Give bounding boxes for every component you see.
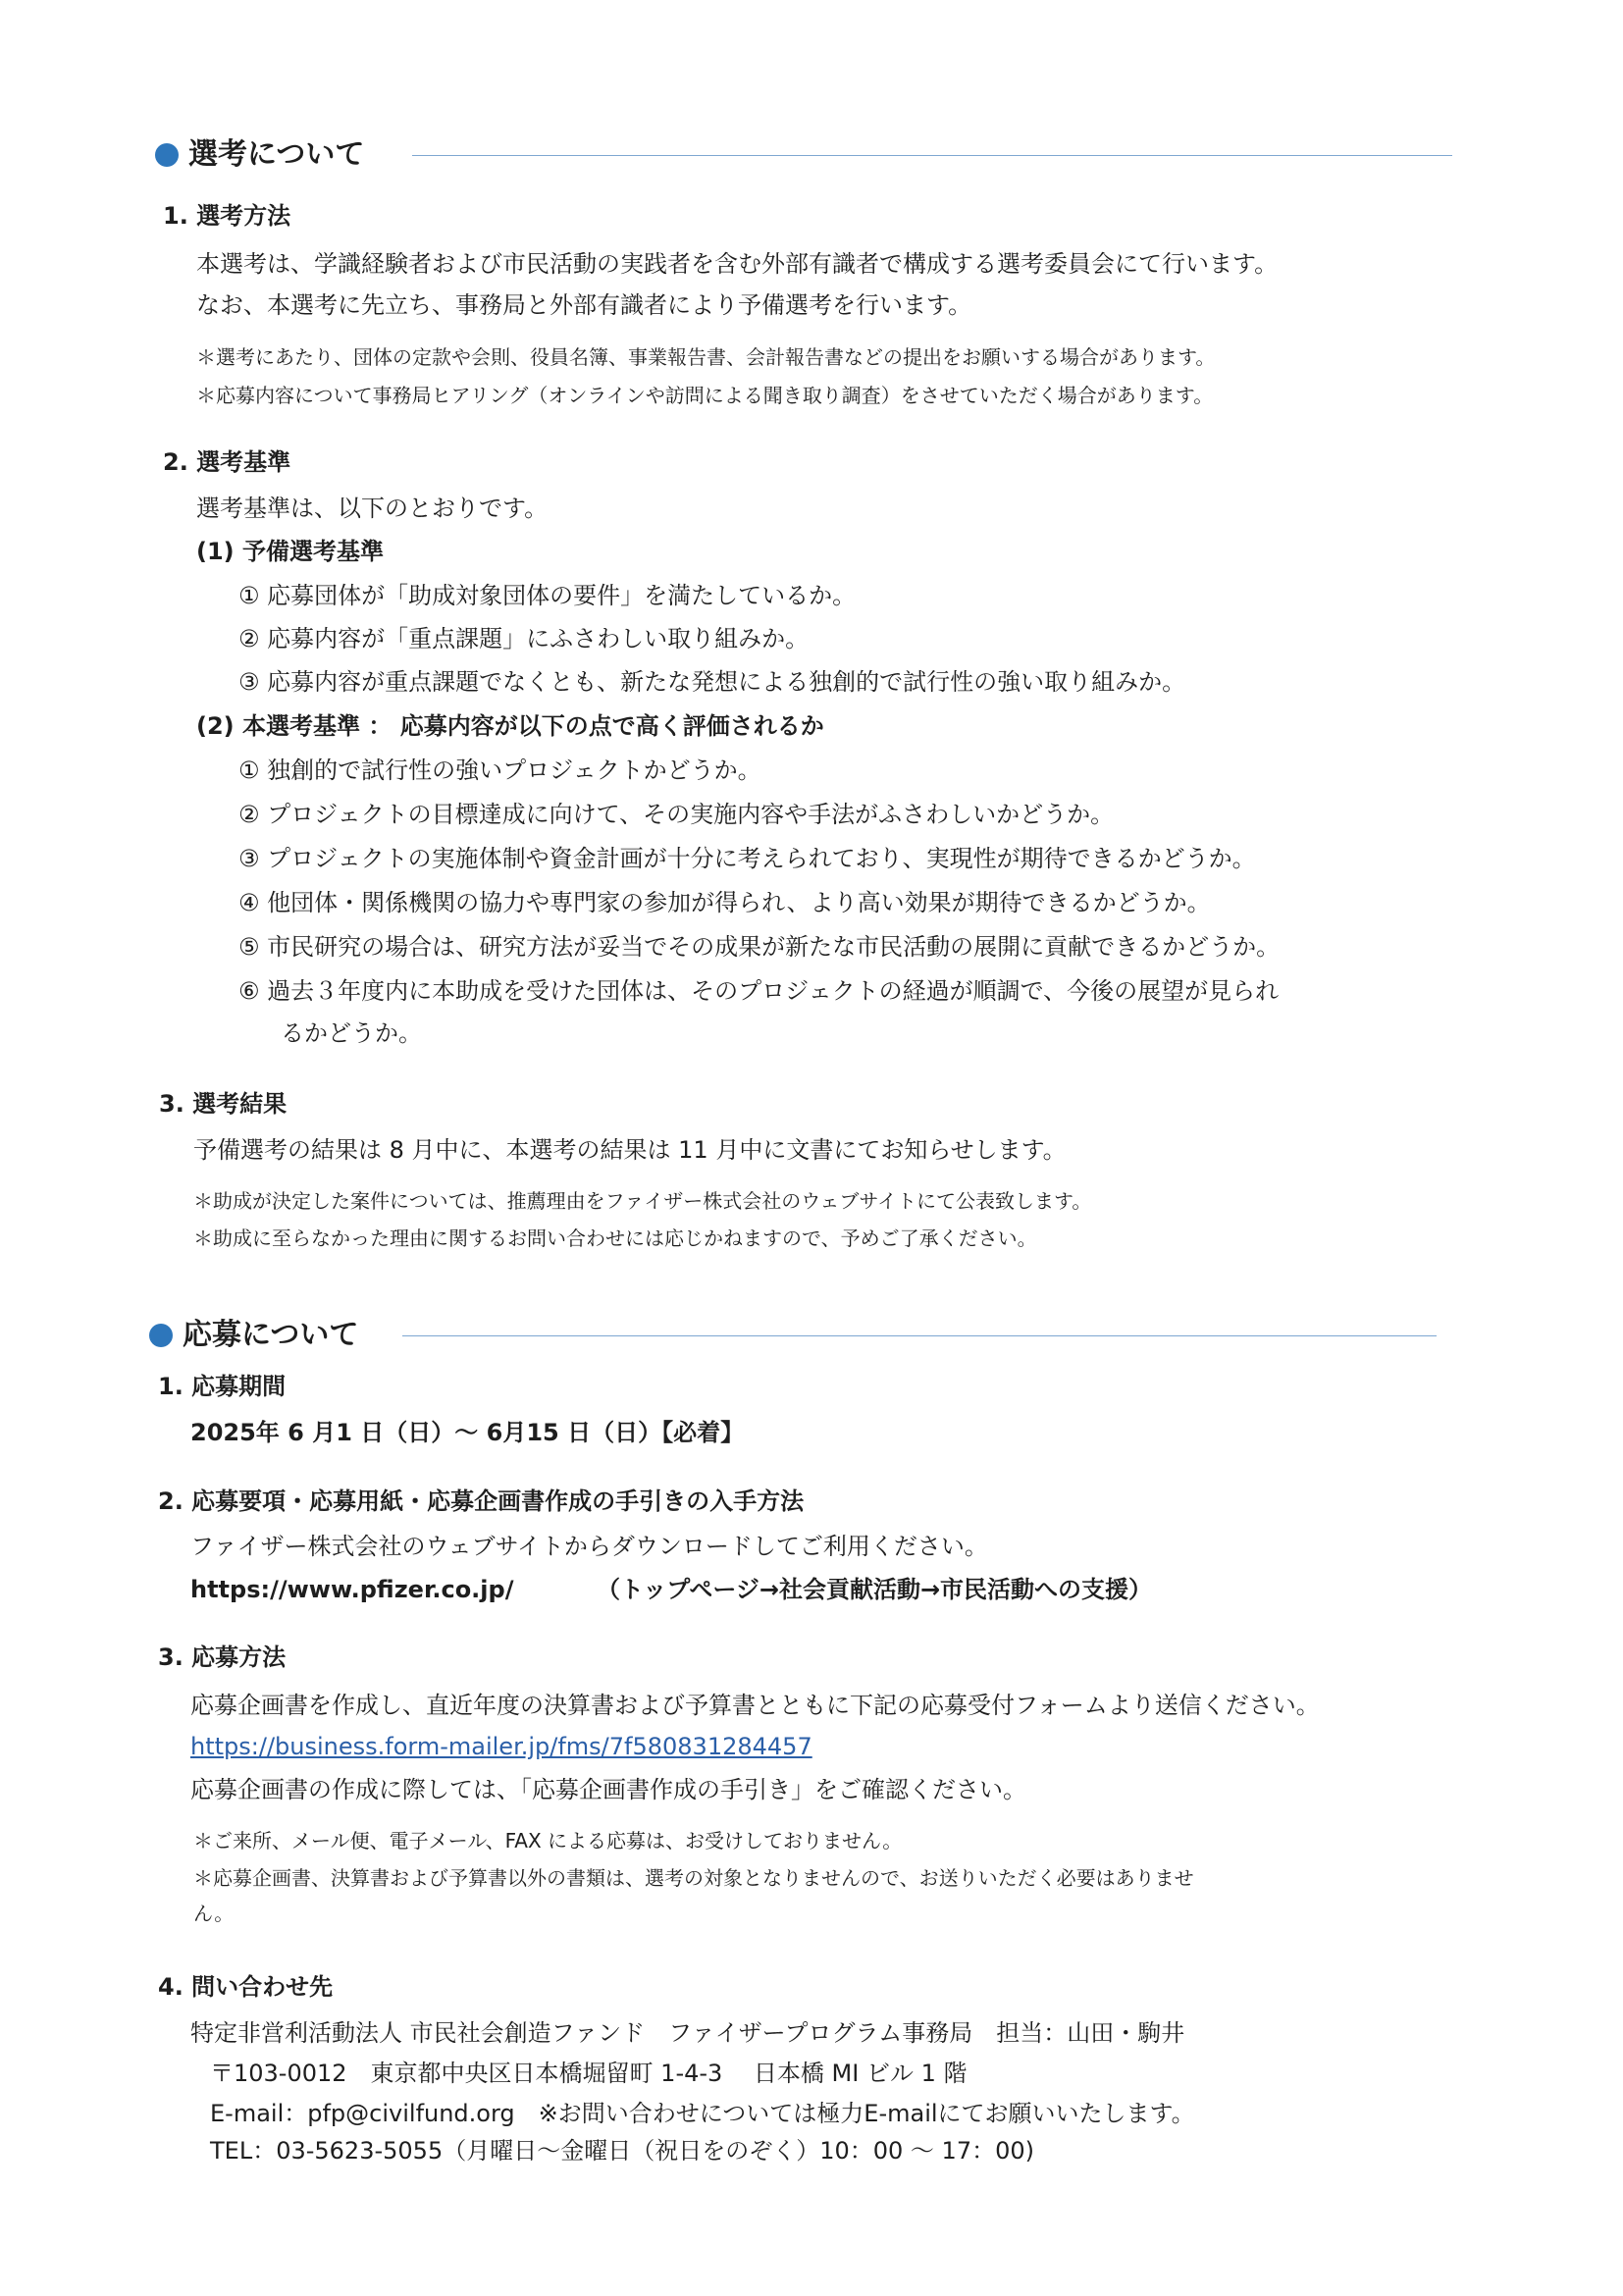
list-item: ② プロジェクトの目標達成に向けて、その実施内容や手法がふさわしいかどうか。 — [238, 801, 1115, 828]
divider-line — [412, 155, 1452, 156]
pfizer-url[interactable]: https://www.pfizer.co.jp/ — [190, 1576, 514, 1603]
body-line: 本選考は、学識経験者および市民活動の実践者を含む外部有識者で構成する選考委員会にて行います。 — [196, 250, 1279, 278]
note-line: ＊選考にあたり、団体の定款や会則、役員名簿、事業報告書、会計報告書などの提出をお願いする場合があります。 — [196, 345, 1216, 369]
subheading-documents: 2. 応募要項・応募用紙・応募企画書作成の手引きの入手方法 — [158, 1487, 805, 1515]
subheading-results: 3. 選考結果 — [159, 1090, 288, 1118]
subheading-apply-method: 3. 応募方法 — [158, 1644, 287, 1671]
body-line: ファイザー株式会社のウェブサイトからダウンロードしてご利用ください。 — [190, 1533, 988, 1560]
sub-subheading-main: (2) 本選考基準 ： 応募内容が以下の点で高く評価されるか — [196, 712, 824, 740]
note-line-continuation: ん。 — [193, 1902, 235, 1925]
contact-address: 〒103-0012 東京都中央区日本橋堀留町 1-4-3 日本橋 MI ビル 1 階 — [210, 2060, 968, 2087]
list-item: ① 応募団体が「助成対象団体の要件」を満たしているか。 — [238, 582, 857, 609]
bullet-dot-icon — [155, 143, 179, 167]
note-line: ＊応募企画書、決算書および予算書以外の書類は、選考の対象となりませんので、お送りいただく必要はありませ — [193, 1866, 1194, 1890]
period-value: 2025年 6 月1 日（日）～ 6月15 日（日）【必着】 — [190, 1419, 745, 1446]
section-title: 応募について — [183, 1318, 359, 1352]
note-line: ＊応募内容について事務局ヒアリング（オンラインや訪問による聞き取り調査）をさせていただく場合があります。 — [196, 384, 1214, 407]
navigation-path: （トップページ→社会貢献活動→市民活動への支援） — [597, 1576, 1153, 1603]
list-item: ① 独創的で試行性の強いプロジェクトかどうか。 — [238, 757, 761, 784]
section-title: 選考について — [188, 137, 365, 172]
contact-organization: 特定非営利活動法人 市民社会創造ファンド ファイザープログラム事務局 担当：山田・駒井 — [190, 2019, 1185, 2047]
note-line: ＊ご来所、メール便、電子メール、FAX による応募は、お受けしておりません。 — [193, 1829, 903, 1852]
list-item: ⑤ 市民研究の場合は、研究方法が妥当でその成果が新たな市民活動の展開に貢献できるかどうか。 — [238, 933, 1281, 961]
contact-phone: TEL：03-5623-5055（月曜日～金曜日（祝日をのぞく）10：00 ～ 17：00) — [210, 2137, 1034, 2165]
body-line: 選考基準は、以下のとおりです。 — [196, 495, 549, 522]
body-line: 応募企画書の作成に際しては、「応募企画書作成の手引き」をご確認ください。 — [190, 1776, 1026, 1803]
subheading-period: 1. 応募期間 — [158, 1373, 287, 1400]
list-item: ④ 他団体・関係機関の協力や専門家の参加が得られ、より高い効果が期待できるかどうか。 — [238, 889, 1211, 916]
list-item: ② 応募内容が「重点課題」にふさわしい取り組みか。 — [238, 625, 810, 652]
list-item: ③ 応募内容が重点課題でなくとも、新たな発想による独創的で試行性の強い取り組みか。 — [238, 668, 1186, 696]
list-item: ③ プロジェクトの実施体制や資金計画が十分に考えられており、実現性が期待できるかどうか。 — [238, 845, 1256, 872]
subheading-contact: 4. 問い合わせ先 — [158, 1973, 334, 2001]
list-item: ⑥ 過去３年度内に本助成を受けた団体は、そのプロジェクトの経過が順調で、今後の展望が見られ — [238, 977, 1280, 1005]
bullet-dot-icon — [149, 1324, 173, 1347]
note-line: ＊助成が決定した案件については、推薦理由をファイザー株式会社のウェブサイトにて公表致します。 — [193, 1189, 1092, 1213]
section-header-selection — [155, 135, 1452, 175]
sub-subheading-preliminary: (1) 予備選考基準 — [196, 538, 384, 565]
list-item-continuation: るかどうか。 — [281, 1019, 422, 1047]
body-line: 予備選考の結果は 8 月中に、本選考の結果は 11 月中に文書にてお知らせします。 — [193, 1136, 1067, 1164]
form-url-link[interactable]: https://business.form-mailer.jp/fms/7f580831284457 — [190, 1733, 812, 1760]
body-line: なお、本選考に先立ち、事務局と外部有識者により予備選考を行います。 — [196, 291, 972, 319]
divider-line — [402, 1335, 1437, 1336]
note-line: ＊助成に至らなかった理由に関するお問い合わせには応じかねますので、予めご了承ください。 — [193, 1226, 1037, 1250]
contact-email: E-mail：pfp@civilfund.org ※お問い合わせについては極力E-mailにてお願いいたします。 — [210, 2100, 1195, 2127]
subheading-criteria: 2. 選考基準 — [163, 448, 291, 476]
subheading-method: 1. 選考方法 — [163, 202, 291, 230]
body-line: 応募企画書を作成し、直近年度の決算書および予算書とともに下記の応募受付フォームより送信ください。 — [190, 1692, 1320, 1719]
